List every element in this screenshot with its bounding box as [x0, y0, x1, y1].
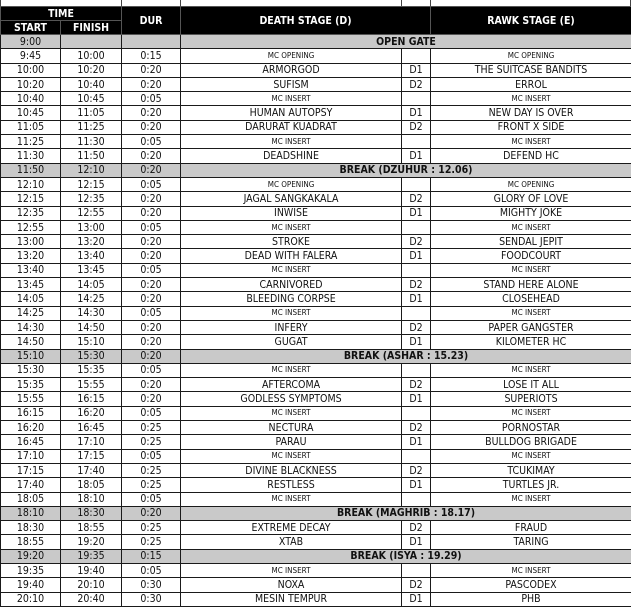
death-stage-cell: INFERY — [181, 320, 402, 334]
dur-cell: 0:30 — [122, 578, 181, 592]
finish-cell: 19:35 — [61, 549, 122, 563]
death-stage-cell: RESTLESS — [181, 478, 402, 492]
finish-cell: 10:00 — [61, 49, 122, 63]
rawk-stage-cell: MC INSERT — [431, 306, 631, 320]
death-stage-cell: BLEEDING CORPSE — [181, 292, 402, 306]
death-stage-cell: MC OPENING — [181, 177, 402, 191]
stage-code-cell: D1 — [402, 435, 431, 449]
finish-header: FINISH — [61, 21, 122, 35]
finish-cell: 18:05 — [61, 478, 122, 492]
stage-code-cell: D2 — [402, 421, 431, 435]
table-row — [1, 220, 631, 234]
table-row — [1, 578, 631, 592]
start-cell: 9:00 — [1, 35, 61, 49]
death-stage-cell: SUFISM — [181, 77, 402, 91]
dur-cell: 0:20 — [122, 77, 181, 91]
table-row — [1, 306, 631, 320]
dur-cell: 0:05 — [122, 563, 181, 577]
start-cell: 16:15 — [1, 406, 61, 420]
stage-code-cell: D2 — [402, 378, 431, 392]
start-cell: 11:30 — [1, 149, 61, 163]
break-label-cell: BREAK (ASHAR : 15.23) — [181, 349, 631, 363]
stage-code-cell: D1 — [402, 592, 431, 606]
death-stage-cell: MC INSERT — [181, 306, 402, 320]
death-stage-cell: JAGAL SANGKAKALA — [181, 192, 402, 206]
finish-cell: 17:10 — [61, 435, 122, 449]
dur-cell: 0:20 — [122, 192, 181, 206]
death-stage-cell: MC INSERT — [181, 363, 402, 377]
dur-cell: 0:20 — [122, 335, 181, 349]
death-stage-cell: NECTURA — [181, 421, 402, 435]
finish-cell: 12:35 — [61, 192, 122, 206]
rawk-stage-cell: PAPER GANGSTER — [431, 320, 631, 334]
start-header: START — [1, 21, 61, 35]
table-header — [1, 7, 631, 35]
death-stage-cell: DEADSHINE — [181, 149, 402, 163]
rawk-stage-cell: FRAUD — [431, 521, 631, 535]
death-stage-cell: DARURAT KUADRAT — [181, 120, 402, 134]
death-stage-cell: DIVINE BLACKNESS — [181, 463, 402, 477]
dur-cell: 0:15 — [122, 549, 181, 563]
schedule-rows — [1, 35, 631, 607]
stage-code-cell: D1 — [402, 535, 431, 549]
dur-cell: 0:20 — [122, 320, 181, 334]
dur-cell: 0:20 — [122, 149, 181, 163]
table-row — [1, 378, 631, 392]
dur-cell: 0:05 — [122, 306, 181, 320]
stage-code-cell: D1 — [402, 335, 431, 349]
rawk-stage-cell: KILOMETER HC — [431, 335, 631, 349]
break-row — [1, 506, 631, 520]
death-stage-cell: MC INSERT — [181, 449, 402, 463]
rawk-stage-cell: CLOSEHEAD — [431, 292, 631, 306]
finish-cell: 14:05 — [61, 278, 122, 292]
finish-cell: 10:20 — [61, 63, 122, 77]
dur-cell: 0:15 — [122, 49, 181, 63]
table-row — [1, 406, 631, 420]
table-row — [1, 320, 631, 334]
break-label-cell: OPEN GATE — [181, 35, 631, 49]
finish-cell: 10:40 — [61, 77, 122, 91]
finish-cell: 18:10 — [61, 492, 122, 506]
rawk-stage-header: RAWK STAGE (E) — [431, 7, 631, 35]
table-row — [1, 535, 631, 549]
table-row — [1, 149, 631, 163]
rawk-stage-cell: PORNOSTAR — [431, 421, 631, 435]
rawk-stage-cell: PHB — [431, 592, 631, 606]
stage-code-cell — [402, 220, 431, 234]
dur-cell: 0:20 — [122, 163, 181, 177]
table-row — [1, 392, 631, 406]
finish-cell: 18:30 — [61, 506, 122, 520]
table-row — [1, 563, 631, 577]
dur-cell: 0:05 — [122, 92, 181, 106]
table-row — [1, 421, 631, 435]
start-cell: 12:10 — [1, 177, 61, 191]
dur-cell: 0:20 — [122, 63, 181, 77]
finish-cell: 15:30 — [61, 349, 122, 363]
dur-cell: 0:20 — [122, 392, 181, 406]
rawk-stage-cell: SUPERIOTS — [431, 392, 631, 406]
finish-cell: 10:45 — [61, 92, 122, 106]
table-row — [1, 463, 631, 477]
table-row — [1, 449, 631, 463]
table-row — [1, 249, 631, 263]
death-stage-cell: STROKE — [181, 235, 402, 249]
finish-cell: 18:55 — [61, 521, 122, 535]
start-cell: 15:35 — [1, 378, 61, 392]
table-row — [1, 521, 631, 535]
table-row — [1, 592, 631, 606]
start-cell: 11:25 — [1, 135, 61, 149]
stage-code-cell: D2 — [402, 192, 431, 206]
table-row — [1, 77, 631, 91]
start-cell: 10:20 — [1, 77, 61, 91]
death-stage-cell: NOXA — [181, 578, 402, 592]
death-stage-cell: MC INSERT — [181, 220, 402, 234]
finish-cell: 13:40 — [61, 249, 122, 263]
start-cell: 14:05 — [1, 292, 61, 306]
rawk-stage-cell: MC INSERT — [431, 449, 631, 463]
finish-cell: 11:05 — [61, 106, 122, 120]
table-row — [1, 63, 631, 77]
rawk-stage-cell: FRONT X SIDE — [431, 120, 631, 134]
table-row — [1, 435, 631, 449]
rawk-stage-cell: TURTLES JR. — [431, 478, 631, 492]
table-row — [1, 120, 631, 134]
finish-cell: 16:15 — [61, 392, 122, 406]
finish-cell: 20:40 — [61, 592, 122, 606]
start-cell: 12:35 — [1, 206, 61, 220]
death-stage-cell: MESIN TEMPUR — [181, 592, 402, 606]
finish-cell: 14:30 — [61, 306, 122, 320]
stage-code-cell: D1 — [402, 206, 431, 220]
death-stage-cell: HUMAN AUTOPSY — [181, 106, 402, 120]
start-cell: 11:05 — [1, 120, 61, 134]
death-stage-cell: PARAU — [181, 435, 402, 449]
finish-cell: 13:45 — [61, 263, 122, 277]
finish-cell: 16:20 — [61, 406, 122, 420]
dur-cell: 0:05 — [122, 492, 181, 506]
rawk-stage-cell: MC OPENING — [431, 177, 631, 191]
table-row — [1, 206, 631, 220]
break-label-cell: BREAK (MAGHRIB : 18.17) — [181, 506, 631, 520]
start-cell: 14:25 — [1, 306, 61, 320]
finish-cell: 13:20 — [61, 235, 122, 249]
dur-cell: 0:20 — [122, 378, 181, 392]
table-row — [1, 292, 631, 306]
rawk-stage-cell: FOODCOURT — [431, 249, 631, 263]
dur-cell: 0:25 — [122, 435, 181, 449]
break-row — [1, 35, 631, 49]
start-cell: 15:55 — [1, 392, 61, 406]
stage-code-cell: D2 — [402, 463, 431, 477]
death-stage-cell: DEAD WITH FALERA — [181, 249, 402, 263]
dur-cell: 0:20 — [122, 249, 181, 263]
finish-cell: 19:20 — [61, 535, 122, 549]
stage-code-cell — [402, 135, 431, 149]
rawk-stage-cell: DEFEND HC — [431, 149, 631, 163]
start-cell: 13:20 — [1, 249, 61, 263]
death-stage-cell: MC INSERT — [181, 92, 402, 106]
start-cell: 12:15 — [1, 192, 61, 206]
rawk-stage-cell: MC INSERT — [431, 363, 631, 377]
stage-code-cell — [402, 363, 431, 377]
stage-code-cell: D2 — [402, 120, 431, 134]
dur-cell: 0:05 — [122, 177, 181, 191]
start-cell: 14:30 — [1, 320, 61, 334]
stage-code-cell: D2 — [402, 77, 431, 91]
dur-cell: 0:05 — [122, 449, 181, 463]
death-stage-header: DEATH STAGE (D) — [181, 7, 431, 35]
rawk-stage-cell: MIGHTY JOKE — [431, 206, 631, 220]
dur-cell: 0:20 — [122, 506, 181, 520]
start-cell: 15:30 — [1, 363, 61, 377]
death-stage-cell: MC INSERT — [181, 263, 402, 277]
dur-header: DUR — [122, 7, 181, 35]
stage-code-cell: D1 — [402, 392, 431, 406]
death-stage-cell: EXTREME DECAY — [181, 521, 402, 535]
death-stage-cell: MC INSERT — [181, 406, 402, 420]
stage-code-cell — [402, 492, 431, 506]
table-row — [1, 478, 631, 492]
rawk-stage-cell: STAND HERE ALONE — [431, 278, 631, 292]
dur-cell — [122, 35, 181, 49]
stage-code-cell: D1 — [402, 149, 431, 163]
finish-cell: 19:40 — [61, 563, 122, 577]
death-stage-cell: MC OPENING — [181, 49, 402, 63]
finish-cell: 14:50 — [61, 320, 122, 334]
finish-cell: 15:35 — [61, 363, 122, 377]
finish-cell: 14:25 — [61, 292, 122, 306]
rawk-stage-cell: MC INSERT — [431, 220, 631, 234]
death-stage-cell: XTAB — [181, 535, 402, 549]
dur-cell: 0:25 — [122, 421, 181, 435]
death-stage-cell: MC INSERT — [181, 492, 402, 506]
break-label-cell: BREAK (DZUHUR : 12.06) — [181, 163, 631, 177]
stage-code-cell — [402, 406, 431, 420]
table-row — [1, 106, 631, 120]
death-stage-cell: AFTERCOMA — [181, 378, 402, 392]
rawk-stage-cell: PASCODEX — [431, 578, 631, 592]
start-cell: 18:30 — [1, 521, 61, 535]
death-stage-cell: GODLESS SYMPTOMS — [181, 392, 402, 406]
death-stage-cell: ARMORGOD — [181, 63, 402, 77]
dur-cell: 0:20 — [122, 292, 181, 306]
dur-cell: 0:05 — [122, 220, 181, 234]
finish-cell: 16:45 — [61, 421, 122, 435]
schedule-table — [0, 6, 631, 607]
rawk-stage-cell: MC INSERT — [431, 135, 631, 149]
rawk-stage-cell: MC INSERT — [431, 492, 631, 506]
rawk-stage-cell: GLORY OF LOVE — [431, 192, 631, 206]
table-row — [1, 177, 631, 191]
dur-cell: 0:20 — [122, 349, 181, 363]
table-row — [1, 263, 631, 277]
stage-code-cell: D2 — [402, 521, 431, 535]
death-stage-cell: CARNIVORED — [181, 278, 402, 292]
death-stage-cell: INWISE — [181, 206, 402, 220]
start-cell: 18:55 — [1, 535, 61, 549]
table-row — [1, 278, 631, 292]
finish-cell: 15:10 — [61, 335, 122, 349]
rawk-stage-cell: LOSE IT ALL — [431, 378, 631, 392]
stage-code-cell — [402, 92, 431, 106]
dur-cell: 0:05 — [122, 263, 181, 277]
rawk-stage-cell: SENDAL JEPIT — [431, 235, 631, 249]
break-label-cell: BREAK (ISYA : 19.29) — [181, 549, 631, 563]
stage-code-cell — [402, 177, 431, 191]
start-cell: 15:10 — [1, 349, 61, 363]
stage-code-cell: D2 — [402, 320, 431, 334]
table-row — [1, 363, 631, 377]
death-stage-cell: MC INSERT — [181, 135, 402, 149]
start-cell: 16:45 — [1, 435, 61, 449]
rawk-stage-cell: TARING — [431, 535, 631, 549]
rawk-stage-cell: TCUKIMAY — [431, 463, 631, 477]
start-cell: 10:00 — [1, 63, 61, 77]
time-header: TIME — [1, 7, 122, 21]
break-row — [1, 549, 631, 563]
death-stage-cell: MC INSERT — [181, 563, 402, 577]
dur-cell: 0:05 — [122, 363, 181, 377]
stage-code-cell: D2 — [402, 278, 431, 292]
start-cell: 19:35 — [1, 563, 61, 577]
table-row — [1, 49, 631, 63]
finish-cell: 17:15 — [61, 449, 122, 463]
rawk-stage-cell: THE SUITCASE BANDITS — [431, 63, 631, 77]
stage-code-cell — [402, 449, 431, 463]
stage-code-cell: D2 — [402, 578, 431, 592]
table-row — [1, 192, 631, 206]
start-cell: 10:45 — [1, 106, 61, 120]
start-cell: 11:50 — [1, 163, 61, 177]
start-cell: 13:45 — [1, 278, 61, 292]
rawk-stage-cell: MC INSERT — [431, 406, 631, 420]
start-cell: 20:10 — [1, 592, 61, 606]
dur-cell: 0:25 — [122, 463, 181, 477]
dur-cell: 0:30 — [122, 592, 181, 606]
dur-cell: 0:20 — [122, 278, 181, 292]
rawk-stage-cell: BULLDOG BRIGADE — [431, 435, 631, 449]
table-row — [1, 235, 631, 249]
death-stage-cell: GUGAT — [181, 335, 402, 349]
rawk-stage-cell: MC OPENING — [431, 49, 631, 63]
stage-code-cell: D2 — [402, 235, 431, 249]
rawk-stage-cell: ERROL — [431, 77, 631, 91]
table-row — [1, 135, 631, 149]
dur-cell: 0:25 — [122, 535, 181, 549]
table-row — [1, 335, 631, 349]
finish-cell: 11:50 — [61, 149, 122, 163]
start-cell: 19:20 — [1, 549, 61, 563]
finish-cell: 11:25 — [61, 120, 122, 134]
dur-cell: 0:25 — [122, 478, 181, 492]
start-cell: 10:40 — [1, 92, 61, 106]
rawk-stage-cell: NEW DAY IS OVER — [431, 106, 631, 120]
start-cell: 13:40 — [1, 263, 61, 277]
finish-cell: 12:10 — [61, 163, 122, 177]
dur-cell: 0:05 — [122, 135, 181, 149]
finish-cell — [61, 35, 122, 49]
start-cell: 13:00 — [1, 235, 61, 249]
finish-cell: 12:55 — [61, 206, 122, 220]
start-cell: 14:50 — [1, 335, 61, 349]
finish-cell: 20:10 — [61, 578, 122, 592]
dur-cell: 0:20 — [122, 206, 181, 220]
start-cell: 18:10 — [1, 506, 61, 520]
finish-cell: 12:15 — [61, 177, 122, 191]
dur-cell: 0:25 — [122, 521, 181, 535]
stage-code-cell — [402, 563, 431, 577]
stage-code-cell: D1 — [402, 106, 431, 120]
finish-cell: 11:30 — [61, 135, 122, 149]
stage-code-cell: D1 — [402, 63, 431, 77]
dur-cell: 0:20 — [122, 120, 181, 134]
start-cell: 12:55 — [1, 220, 61, 234]
break-row — [1, 163, 631, 177]
start-cell: 17:40 — [1, 478, 61, 492]
stage-code-cell: D1 — [402, 249, 431, 263]
rawk-stage-cell: MC INSERT — [431, 92, 631, 106]
dur-cell: 0:05 — [122, 406, 181, 420]
rawk-stage-cell: MC INSERT — [431, 563, 631, 577]
finish-cell: 13:00 — [61, 220, 122, 234]
break-row — [1, 349, 631, 363]
dur-cell: 0:20 — [122, 235, 181, 249]
finish-cell: 17:40 — [61, 463, 122, 477]
finish-cell: 15:55 — [61, 378, 122, 392]
start-cell: 17:10 — [1, 449, 61, 463]
start-cell: 9:45 — [1, 49, 61, 63]
stage-code-cell — [402, 49, 431, 63]
table-row — [1, 92, 631, 106]
stage-code-cell: D1 — [402, 292, 431, 306]
start-cell: 19:40 — [1, 578, 61, 592]
start-cell: 16:20 — [1, 421, 61, 435]
table-row — [1, 492, 631, 506]
rawk-stage-cell: MC INSERT — [431, 263, 631, 277]
stage-code-cell: D1 — [402, 478, 431, 492]
dur-cell: 0:20 — [122, 106, 181, 120]
start-cell: 17:15 — [1, 463, 61, 477]
stage-code-cell — [402, 306, 431, 320]
start-cell: 18:05 — [1, 492, 61, 506]
stage-code-cell — [402, 263, 431, 277]
